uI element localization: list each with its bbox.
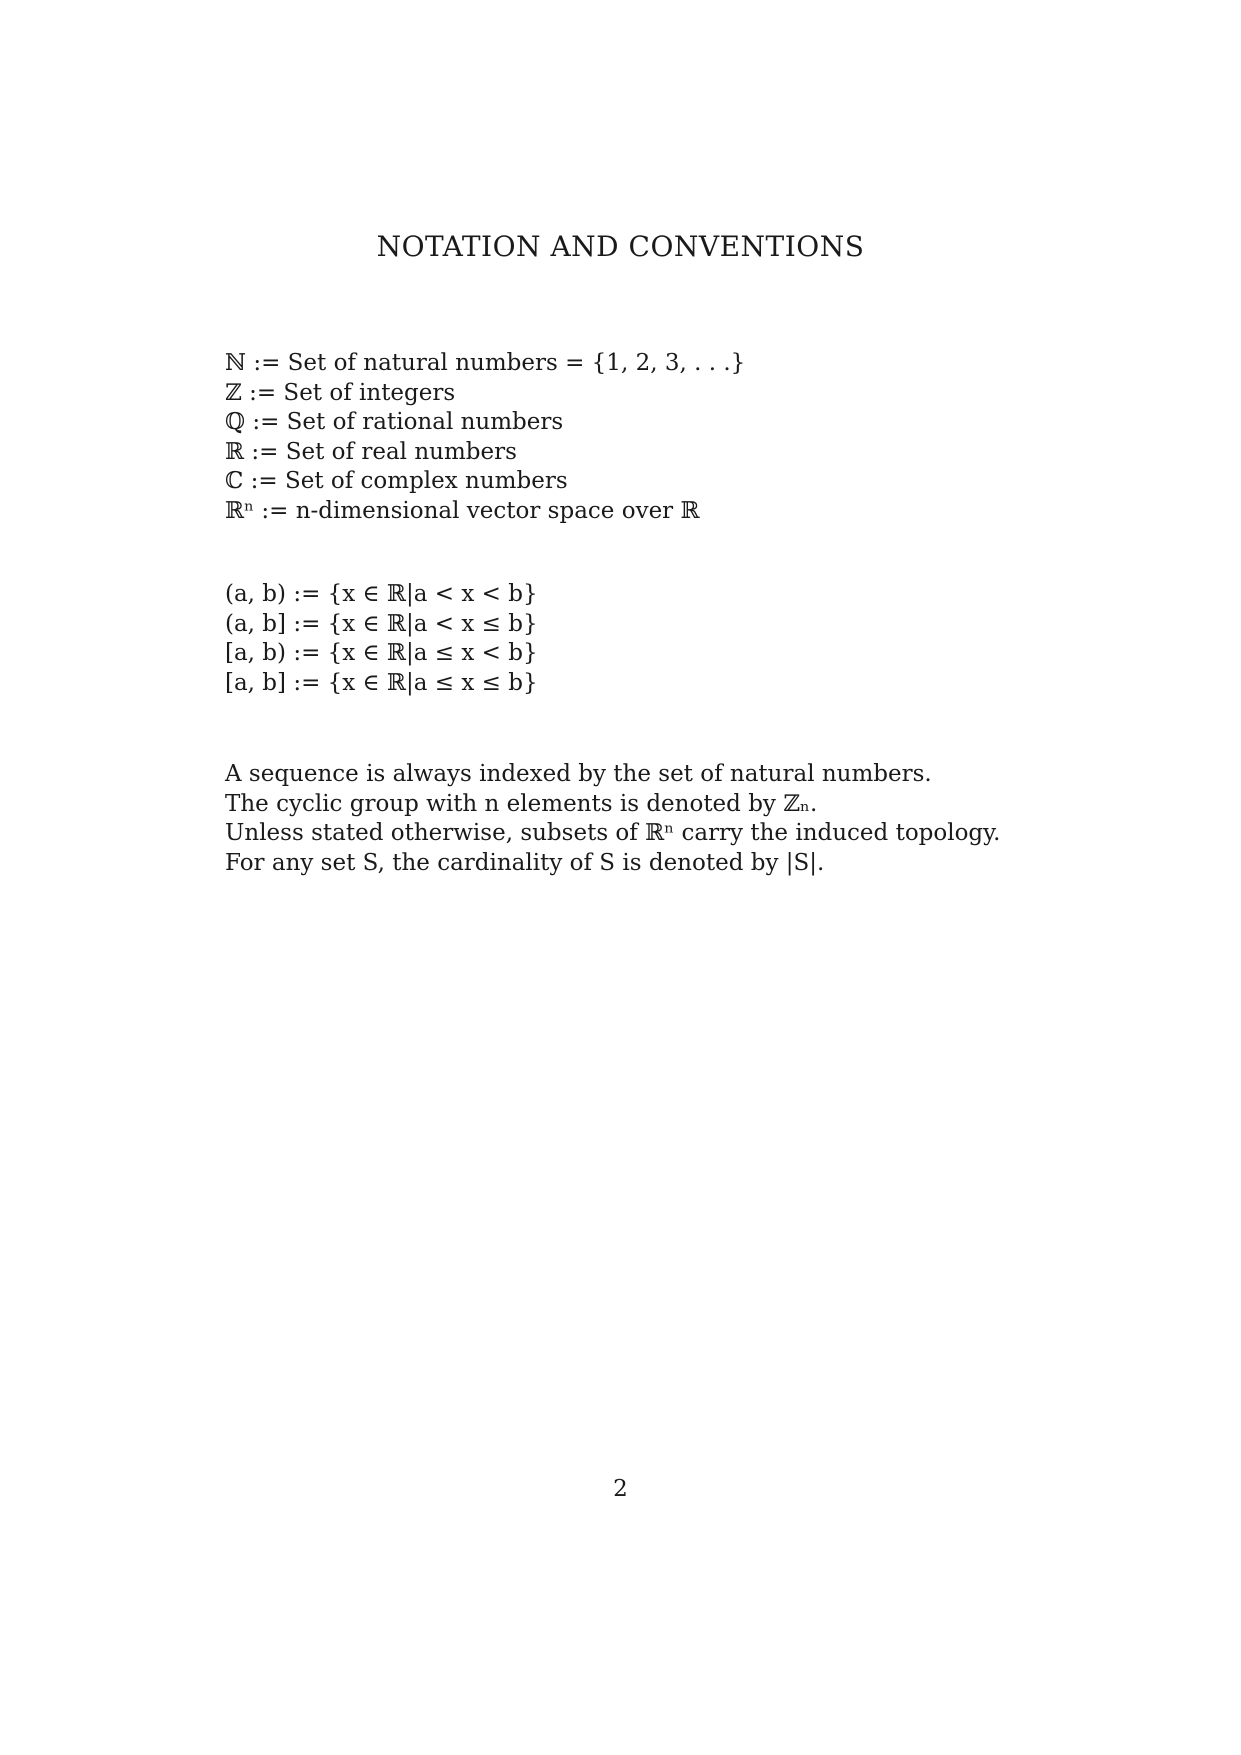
interval-closed: [a, b] := {x ∈ ℝ|a ≤ x ≤ b}: [225, 669, 538, 696]
convention-sequences: A sequence is always indexed by the set of natural numbers.: [225, 761, 932, 787]
interval-right-open: [a, b) := {x ∈ ℝ|a ≤ x < b}: [225, 640, 538, 666]
interval-definitions-list: [225, 580, 1125, 698]
set-definition-rationals: ℚ := Set of rational numbers: [225, 409, 564, 435]
set-definition-complex: ℂ := Set of complex numbers: [225, 468, 568, 494]
convention-topology: Unless stated otherwise, subsets of ℝⁿ carry the induced topology.: [225, 820, 1001, 846]
page-number: 2: [613, 1476, 628, 1502]
set-definition-reals: ℝ := Set of real numbers: [225, 438, 517, 465]
page-title: NOTATION AND CONVENTIONS: [376, 230, 865, 263]
set-definition-integers: ℤ := Set of integers: [225, 379, 456, 406]
convention-cyclic-group: The cyclic group with n elements is denoted by ℤₙ.: [225, 790, 818, 817]
interval-open: (a, b) := {x ∈ ℝ|a < x < b}: [225, 581, 538, 607]
set-definition-naturals: ℕ := Set of natural numbers = {1, 2, 3, . . .}: [225, 350, 746, 376]
set-definition-rn: ℝⁿ := n-dimensional vector space over ℝ: [225, 497, 700, 524]
number-sets-list: [225, 349, 1125, 526]
conventions-list: [225, 760, 1125, 878]
convention-cardinality: For any set S, the cardinality of S is denoted by |S|.: [225, 849, 825, 876]
interval-left-open: (a, b] := {x ∈ ℝ|a < x ≤ b}: [225, 610, 538, 637]
